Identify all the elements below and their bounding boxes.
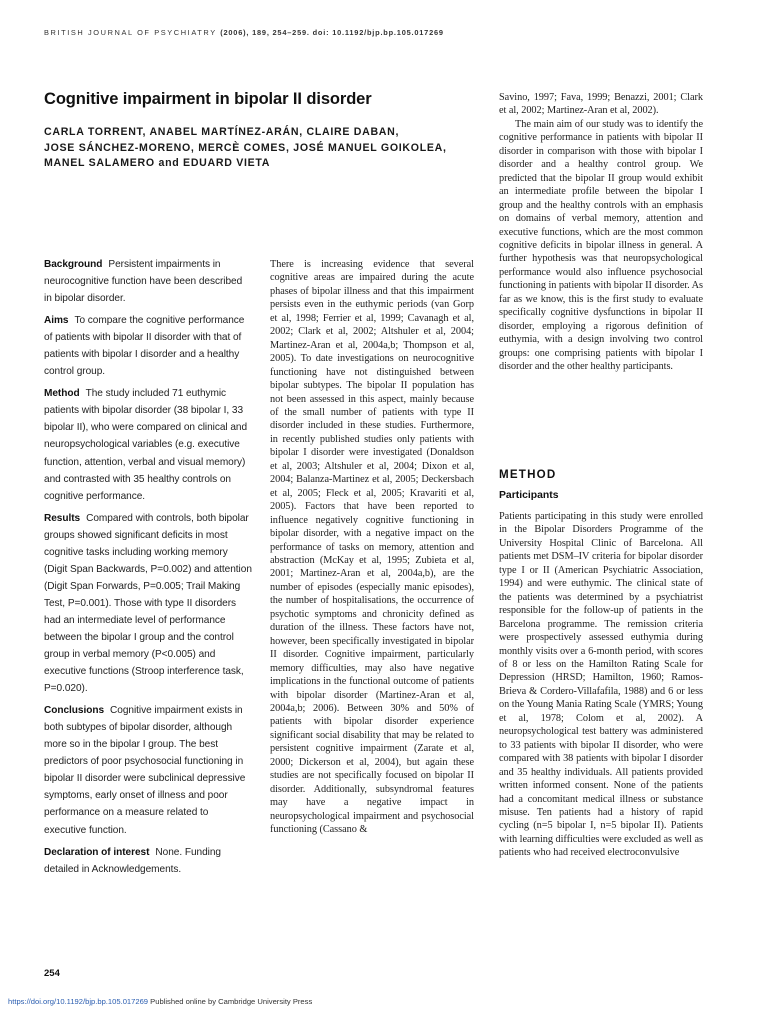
abstract-heading: Aims: [44, 315, 69, 327]
author-line: MANEL SALAMERO and EDUARD VIETA: [44, 157, 271, 170]
abstract-declaration: [44, 844, 252, 878]
abstract-text: Persistent impairments in neurocognitive function have been described in bipolar disorder.: [44, 259, 243, 305]
abstract-text: To compare the cognitive performance of patients with bipolar II disorder with that of patients with bipolar I disorder and a healthy control group.: [44, 315, 245, 378]
abstract-text: None. Funding detailed in Acknowledgements.: [44, 846, 221, 875]
intro-continuation: Savino, 1997; Fava, 1999; Benazzi, 2001; Clark et al, 2002; Martinez-Aran et al, 2002).: [499, 92, 703, 117]
footer-text: Published online by Cambridge University Press: [150, 997, 313, 1006]
aims-paragraph: The main aim of our study was to identify the cognitive performance in patients with bipolar II disorder in comparison with those with bipolar I disorder and a healthy control group. We predicted that the bipolar II group would exhibit an intermediate profile between the bipolar I group and the healthy controls with an emphasis on domains of verbal memory, attention and executive functions, which are the most common cognitive deficits in bipolar illness in general. A further hypothesis was that neuropsychological performance would also influence psychosocial functioning in patients with bipolar II disorder. As far as we know, this is the first study to evaluate specifically cognitive dysfunctions in bipolar II disorder, employing a rigorous definition of euthymia, with a design involving two control groups: one comprising patients with bipolar I disorder and the other healthy participants.: [499, 118, 703, 373]
abstract-text: The study included 71 euthymic patients with bipolar disorder (38 bipolar I, 33 bipolar II), who were compared on clinical and neuropsychological variables (e.g. executive function, attention, verbal and visual memory) and contrasted with 35 healthy controls on cognitive performance.: [44, 388, 248, 502]
abstract-text: Compared with controls, both bipolar groups showed significant deficits in most cognitive tasks including working memory (Digit Span Backwards, P=0.002) and attention (Digit Span Forwards, P=0.005; Trail Making Test, P=0.001). Those with type II disorders had an intermediate level of performance between the bipolar I group and the control group in verbal memory (P<0.005) and executive functions (Stroop interference task, P=0.020).: [44, 512, 252, 695]
abstract-heading: Results: [44, 512, 81, 524]
author-line: JOSE SÁNCHEZ-MORENO, MERCÈ COMES, JOSÉ MANUEL GOIKOLEA,: [44, 141, 447, 154]
body-column-right-bottom: [499, 510, 703, 860]
author-line: CARLA TORRENT, ANABEL MARTÍNEZ-ARÁN, CLAIRE DABAN,: [44, 126, 400, 138]
author-list: [44, 125, 464, 172]
abstract-conclusions: [44, 702, 252, 838]
subsection-heading-participants: Participants: [499, 490, 559, 501]
abstract-results: [44, 510, 252, 698]
abstract-method: [44, 385, 252, 504]
body-column-middle: [270, 258, 474, 836]
abstract-heading: Method: [44, 388, 80, 400]
intro-paragraph: There is increasing evidence that several cognitive areas are impaired during the acute phases of bipolar illness and that this impairment persists even in the euthymic periods (van Gorp et al, 1998; Ferrier et al, 1999; Cavanagh et al, 2002; Clark et al, 2002; Altshuler et al, 2004; Martinez-Aran et al, 2004a,b; Thompson et al, 2005). To date investigations on neurocognitive functioning have not distinguished between bipolar subtypes. The bipolar II population has not been assessed in this aspect, mainly because of the small number of patients with type II disorder included in these studies. Furthermore, in recently published studies only patients with bipolar I disorder were investigated (Donaldson et al, 2003; Altshuler et al, 2004; Dixon et al, 2004; Balanza-Martinez et al, 2005; Deckersbach et al, 2005; Fleck et al, 2005; Kravariti et al, 2005). Factors that have been reported to influence negatively cognitive functioning in bipolar disorder, with a negative impact on the performance of tasks on memory, attention and abstraction (McKay et al, 1995; Zubieta et al, 2001; Martinez-Aran et al, 2004a,b), are the number of episodes (especially manic episodes), the number of hospitalisations, the occurrence of psychotic symptoms and chronicity defined as duration of the illness. These factors have not, however, been specifically investigated in bipolar II disorder. Cognitive impairment, particularly memory difficulties, may also have negative implications in the functional outcome of patients with bipolar disorder (Martinez-Aran et al, 2004a,b; 2006). Between 30% and 50% of patients with bipolar disorder experience significant social disability that may be related to persistent cognitive impairment (Zarate et al, 2000; Dickerson et al, 2004), but again these studies are not specifically focused on bipolar II disorder. Additionally, subsyndromal features may have a negative impact in neuropsychological impairment and psychosocial functioning (Cassano &: [270, 259, 474, 836]
page-number: 254: [44, 968, 60, 979]
abstract: [44, 256, 252, 883]
abstract-heading: Declaration of interest: [44, 846, 150, 858]
participants-paragraph: Patients participating in this study were enrolled in the Bipolar Disorders Programme of the University Hospital Clinic of Barcelona. All patients met DSM–IV criteria for bipolar disorder type I or II (American Psychiatric Association, 1994) and were euthymic. The clinical state of the patients was determined by a psychiatrist responsible for the follow-up of patients in the Barcelona programme. The remission criteria were prospectively assessed euthymia during monthly visits over a 6-month period, with scores of 8 or less on the Hamilton Rating Scale for Depression (HRSD; Hamilton, 1960; Ramos-Brieva & Cordero-Villafafila, 1988) and 6 or less on the Young Mania Rating Scale (YMRS; Young et al, 1978; Colom et al, 2002). A neuropsychological test battery was administered to 33 patients with bipolar II disorder, who were compared with 38 patients with bipolar I disorder and 35 healthy individuals. All patients provided written informed consent. None of the patients had a concomitant medical illness or substance misuse. Ten patients had a history of rapid cycling (n=5 bipolar I, n=5 bipolar II). Patients with learning difficulties were excluded as well as patients who had received electroconvulsive: [499, 511, 703, 859]
article-title: Cognitive impairment in bipolar II disorder: [44, 90, 372, 108]
abstract-heading: Background: [44, 259, 103, 270]
citation: (2006), 189, 254–259. doi: 10.1192/bjp.bp.105.017269: [220, 28, 444, 37]
section-heading-method: METHOD: [499, 468, 557, 481]
running-head: [44, 28, 724, 37]
body-column-right-top: [499, 91, 703, 374]
abstract-heading: Conclusions: [44, 705, 105, 717]
abstract-aims: [44, 312, 252, 380]
abstract-text: Cognitive impairment exists in both subtypes of bipolar disorder, although more so in the bipolar I group. The best predictors of poor psychosocial functioning in bipolar II disorder were subclinical depressive symptoms, early onset of illness and poor performance on a measure related to executive function.: [44, 705, 246, 836]
abstract-background: [44, 256, 252, 307]
doi-link[interactable]: https://doi.org/10.1192/bjp.bp.105.017269: [8, 997, 149, 1006]
journal-name: BRITISH JOURNAL OF PSYCHIATRY: [44, 28, 217, 37]
footer: [8, 997, 312, 1006]
